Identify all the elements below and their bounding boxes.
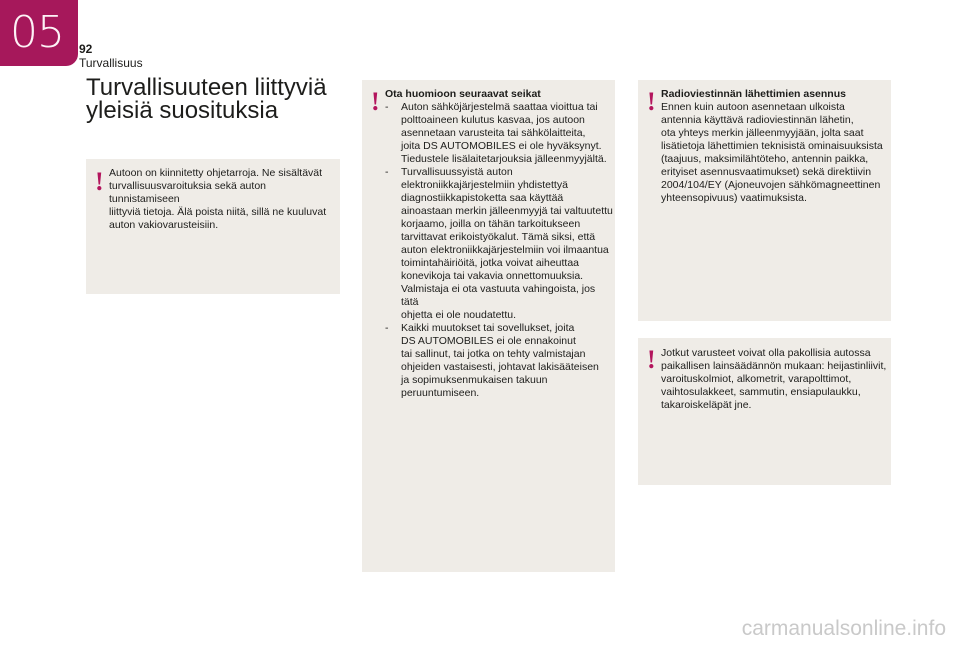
warning-icon: ! [647, 345, 656, 374]
text-line: diagnostiikkapistoketta saa käyttää [401, 192, 564, 204]
text-line: DS AUTOMOBILES ei ole ennakoinut [401, 335, 576, 347]
warning-icon: ! [371, 87, 380, 116]
text-line: tai sallinut, tai jotka on tehty valmistajan [401, 348, 586, 360]
text-line: 2004/104/EY (Ajoneuvojen sähkömagneettinen [661, 179, 881, 191]
list-dash: - [385, 101, 389, 113]
text-line: yhteensopivuus) vaatimuksista. [661, 192, 807, 204]
text-line: Autoon on kiinnitetty ohjetarroja. Ne sisältävät [109, 167, 323, 179]
text-line: lisätietoja lähettimien teknisistä ominaisuuksista [661, 140, 883, 152]
text-line: ohjeiden vastaisesti, johtavat lakisääteisen [401, 361, 599, 373]
text-line: Turvallisuussyistä auton [401, 166, 513, 178]
text-line: liittyviä tietoja. Älä poista niitä, sillä ne kuuluvat [109, 206, 327, 218]
text-line: Auton sähköjärjestelmä saattaa vioittua tai [401, 101, 598, 113]
watermark: carmanualsonline.info [741, 617, 946, 640]
text-line: joita DS AUTOMOBILES ei ole hyväksynyt. [401, 140, 602, 152]
page-number: 92 [79, 42, 93, 56]
text-line: elektroniikkajärjestelmiin yhdistettyä [401, 179, 568, 191]
text-line: erityiset asennusvaatimukset) sekä direktiivin [661, 166, 872, 178]
warning-box-precautions [362, 80, 615, 572]
stickers-text [109, 167, 337, 232]
warning-box-stickers [86, 159, 340, 294]
warning-icon: ! [647, 87, 656, 116]
page-title [86, 76, 356, 122]
text-line: Kaikki muutokset tai sovellukset, joita [401, 322, 575, 334]
text-line: varoituskolmiot, alkometrit, varapolttimot, [661, 373, 852, 385]
text-line: korjaamo, joilla on tähän tarkoitukseen [401, 218, 581, 230]
precautions-heading: Ota huomioon seuraavat seikat [385, 88, 541, 100]
text-line: auton vakiovarusteisiin. [109, 219, 219, 231]
text-line: peruuntumiseen. [401, 387, 480, 399]
text-line: Valmistaja ei ota vastuuta vahingoista, jos tätä [401, 283, 596, 308]
warning-box-radio-transmitters [638, 80, 891, 321]
text-line: asennetaan varusteita tai sähkölaitteita, [401, 127, 586, 139]
text-line: paikallisen lainsäädännön mukaan: heijastinliivit, [661, 360, 887, 372]
list-dash: - [385, 322, 389, 334]
text-line: antennia käyttävä radioviestinnän lähetin, [661, 114, 854, 126]
text-line: turvallisuusvaroituksia sekä auton tunnistamiseen [109, 180, 266, 205]
text-line: vaihtosulakkeet, sammutin, ensiapulaukku, [661, 386, 861, 398]
text-line: Tiedustele lisälaitetarjouksia jälleenmyyjältä. [401, 153, 607, 165]
chapter-number: 05 [10, 7, 64, 58]
radio-transmitters-text [661, 88, 889, 205]
text-line: konevikoja tai vakavia onnettomuuksia. [401, 270, 584, 282]
list-item [385, 322, 613, 400]
list-item [385, 101, 613, 166]
page-title-line-2: yleisiä suosituksia [86, 97, 279, 124]
text-line: takaroiskeläpät jne. [661, 399, 752, 411]
precautions-text [385, 88, 613, 400]
text-line: ohjetta ei ole noudatettu. [401, 309, 517, 321]
text-line: (taajuus, maksimilähtöteho, antennin paikka, [661, 153, 869, 165]
text-line: tarvittavat erikoistyökalut. Tämä siksi, että [401, 231, 596, 243]
warning-icon: ! [95, 167, 104, 196]
text-line: Ennen kuin autoon asennetaan ulkoista [661, 101, 845, 113]
text-line: auton elektroniikkajärjestelmiin voi ilmaantua [401, 244, 609, 256]
mandatory-equipment-text [661, 347, 889, 412]
text-line: ainoastaan merkin jälleenmyyjä tai valtuutettu [401, 205, 613, 217]
text-line: toimintahäiriöitä, jotka voivat aiheuttaa [401, 257, 580, 269]
page-title-line-1: Turvallisuuteen liittyviä [86, 74, 327, 101]
list-dash: - [385, 166, 389, 178]
chapter-tab [0, 0, 78, 66]
radio-transmitters-heading: Radioviestinnän lähettimien asennus [661, 88, 846, 100]
text-line: polttoaineen kulutus kasvaa, jos autoon [401, 114, 585, 126]
list-item [385, 166, 613, 322]
text-line: ja sopimuksenmukaisen takuun [401, 374, 548, 386]
text-line: ota yhteys merkin jälleenmyyjään, jolta saat [661, 127, 864, 139]
text-line: Jotkut varusteet voivat olla pakollisia autossa [661, 347, 871, 359]
section-name: Turvallisuus [79, 56, 143, 70]
warning-box-mandatory-equipment [638, 338, 891, 485]
